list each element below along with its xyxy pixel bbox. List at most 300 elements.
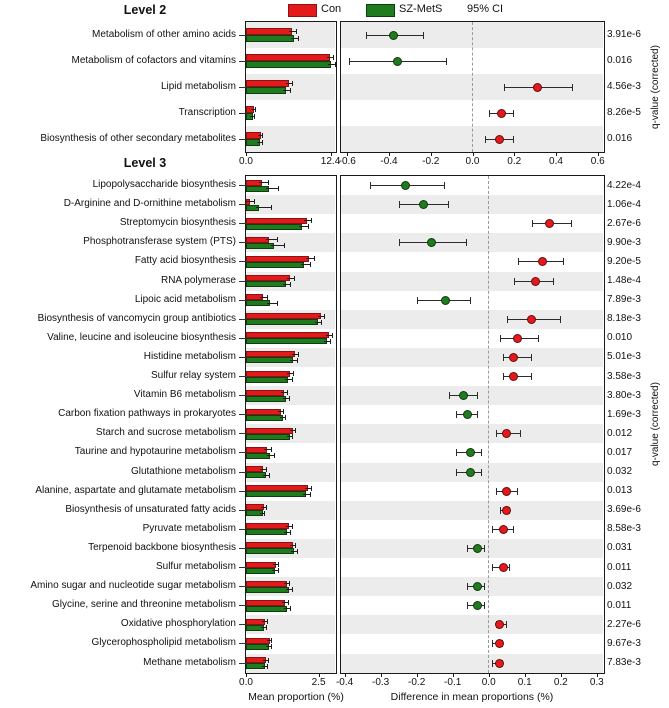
ci-cap-right (513, 526, 514, 533)
diff-axis-tick-label: 0.6 (590, 156, 605, 167)
row-axis-tick (239, 663, 246, 664)
row-label: Starch and sucrose metabolism (95, 427, 236, 439)
sd-whisker (256, 207, 271, 208)
q-value: 0.013 (607, 485, 633, 497)
sd-whisker-cap (289, 581, 290, 586)
row-label: Lipoic acid metabolism (134, 293, 236, 305)
ci-cap-left (489, 110, 490, 117)
row-label: Lipid metabolism (160, 80, 236, 92)
row-label: Oxidative phosphorylation (120, 618, 236, 630)
ci-cap-left (467, 545, 468, 552)
ci-cap-left (485, 136, 486, 143)
ci-cap-left (514, 278, 515, 285)
sd-whisker-cap (298, 352, 299, 357)
q-value: 1.06e-4 (607, 198, 641, 210)
ci-cap-right (531, 354, 532, 361)
q-value: 0.011 (607, 561, 632, 573)
ci-cap-right (470, 297, 471, 304)
row-stripe (341, 615, 603, 634)
diff-axis-tick-label: -0.6 (338, 156, 356, 167)
sd-whisker-cap (335, 62, 336, 67)
row-axis-tick (239, 61, 246, 62)
row-axis-tick (239, 261, 246, 262)
row-label: Sulfur metabolism (155, 561, 236, 573)
sd-whisker (266, 239, 277, 240)
ci-cap-left (449, 392, 450, 399)
ci-cap-right (446, 58, 447, 65)
sd-whisker-cap (267, 295, 268, 300)
level3-qvalue-axis-label: q-value (corrected) (650, 382, 661, 467)
sd-whisker-cap (311, 486, 312, 491)
sd-whisker-cap (290, 606, 291, 611)
q-value: 0.011 (607, 599, 632, 611)
sd-whisker-cap (293, 371, 294, 376)
row-label: Biosynthesis of vancomycin group antibiotics (37, 312, 236, 324)
q-value: 7.83e-3 (607, 657, 641, 669)
ci-cap-left (504, 84, 505, 91)
row-axis-tick (239, 338, 246, 339)
diff-dot-szmets (427, 238, 436, 247)
sd-whisker (283, 284, 290, 285)
row-label: Terpenoid backbone biosynthesis (88, 541, 236, 553)
q-value: 8.26e-5 (607, 107, 641, 118)
ci-cap-right (484, 602, 485, 609)
bar-axis-tick-label: 12.4 (320, 156, 341, 167)
sd-whisker-cap (308, 224, 309, 229)
row-label: Taurine and hypotaurine metabolism (74, 446, 236, 458)
sd-whisker-cap (292, 434, 293, 439)
q-value: 0.031 (607, 542, 633, 554)
szmets-bar (246, 319, 318, 325)
q-value: 0.016 (607, 133, 633, 144)
szmets-bar (246, 415, 283, 421)
row-stripe (341, 195, 603, 214)
sd-whisker-cap (290, 282, 291, 287)
sd-whisker-cap (292, 524, 293, 529)
sd-whisker-cap (271, 638, 272, 643)
q-value: 8.18e-3 (607, 313, 641, 325)
sd-whisker (285, 379, 291, 380)
ci-cap-left (518, 258, 519, 265)
ci-cap-right (484, 545, 485, 552)
row-axis-tick (239, 223, 246, 224)
sd-whisker-cap (324, 314, 325, 319)
ci-cap-right (563, 258, 564, 265)
sd-whisker-cap (292, 587, 293, 592)
ci-cap-left (500, 507, 501, 514)
row-axis-tick (239, 319, 246, 320)
q-value: 3.69e-6 (607, 504, 641, 516)
szmets-bar (246, 357, 293, 363)
diff-dot-con (499, 525, 508, 534)
sd-whisker-cap (271, 205, 272, 210)
diff-axis-tick-label: -0.2 (422, 156, 440, 167)
q-value: 4.22e-4 (607, 179, 641, 191)
sd-whisker (301, 264, 310, 265)
sd-whisker-cap (333, 55, 334, 60)
con-bar (246, 28, 292, 35)
q-value: 2.27e-6 (607, 618, 641, 630)
sd-whisker (304, 220, 311, 221)
ci-cap-left (467, 602, 468, 609)
sd-whisker-cap (267, 664, 268, 669)
row-label: Carbon fixation pathways in prokaryotes (58, 408, 236, 420)
sd-whisker-cap (310, 262, 311, 267)
sd-whisker-cap (290, 88, 291, 93)
sd-whisker-cap (274, 453, 275, 458)
ci-cap-right (484, 583, 485, 590)
q-value: 0.032 (607, 580, 633, 592)
q-value: 7.89e-3 (607, 294, 641, 306)
ci-cap-right (520, 430, 521, 437)
sd-whisker-cap (296, 29, 297, 34)
zero-line (472, 22, 473, 152)
sd-whisker-cap (287, 390, 288, 395)
row-label: Metabolism of other amino acids (92, 28, 236, 40)
row-axis-tick (239, 414, 246, 415)
con-bar (246, 54, 330, 61)
ci-cap-left (349, 58, 350, 65)
sd-whisker-cap (266, 467, 267, 472)
q-value: 4.56e-3 (607, 81, 641, 92)
sd-whisker-cap (254, 114, 255, 119)
diff-axis-tick-label: 0.0 (481, 676, 496, 688)
sd-whisker (290, 360, 296, 361)
ci-cap-left (467, 583, 468, 590)
level2-qvalue-axis-label: q-value (corrected) (650, 45, 661, 129)
diff-dot-con (495, 135, 504, 144)
diff-axis-tick-label: -0.1 (444, 676, 462, 688)
ci-cap-right (448, 201, 449, 208)
level3-title: Level 3 (123, 156, 167, 170)
diff-dot-szmets (441, 296, 450, 305)
row-label: Glycerophospholipid metabolism (91, 637, 236, 649)
q-value: 8.58e-3 (607, 523, 641, 535)
row-axis-tick (239, 586, 246, 587)
con-bar (246, 80, 289, 87)
q-value: 3.91e-6 (607, 29, 641, 40)
sd-whisker-cap (294, 276, 295, 281)
diff-dot-szmets (466, 468, 475, 477)
bar-axis-tick-label: 0.0 (239, 156, 253, 167)
row-label: Amino sugar and nucleotide sugar metabolism (30, 580, 236, 592)
szmets-bar (246, 224, 302, 230)
sd-whisker (247, 201, 253, 202)
row-stripe (341, 348, 603, 367)
row-axis-tick (239, 491, 246, 492)
sd-whisker-cap (271, 447, 272, 452)
row-stripe (341, 272, 603, 291)
row-label: Transcription (178, 106, 236, 118)
q-value: 3.58e-3 (607, 370, 641, 382)
diff-dot-szmets (463, 410, 472, 419)
sd-whisker-cap (321, 320, 322, 325)
row-axis-tick (239, 204, 246, 205)
sd-whisker-cap (311, 218, 312, 223)
ci-cap-right (466, 239, 467, 246)
sd-whisker-cap (268, 658, 269, 663)
ci-cap-right (477, 411, 478, 418)
ci-cap-right (531, 373, 532, 380)
sd-whisker-cap (255, 107, 256, 112)
row-stripe (341, 654, 603, 673)
diff-axis-tick-label: 0.0 (465, 156, 480, 167)
diff-dot-szmets (389, 31, 398, 40)
sd-whisker-cap (278, 186, 279, 191)
ci-cap-left (500, 335, 501, 342)
ci-cap-right (560, 316, 561, 323)
row-label: Phosphotransferase system (PTS) (83, 236, 236, 248)
row-axis-tick (239, 395, 246, 396)
diff-axis-tick-label: 0.3 (589, 676, 604, 688)
row-axis-tick (239, 113, 246, 114)
level2-title: Level 2 (123, 3, 167, 17)
q-value: 0.017 (607, 446, 633, 458)
diff-axis-tick-label: -0.3 (372, 676, 390, 688)
row-label: Methane metabolism (143, 656, 236, 668)
q-value: 0.012 (607, 427, 633, 439)
ci-cap-left (370, 182, 371, 189)
sd-whisker-cap (295, 543, 296, 548)
ci-cap-left (492, 564, 493, 571)
diff-axis-tick-label: 0.4 (549, 156, 563, 167)
ci-cap-right (572, 84, 573, 91)
row-axis-tick (239, 139, 246, 140)
diff-axis-tick-label: 0.2 (553, 676, 568, 688)
sd-whisker-cap (297, 358, 298, 363)
ci-cap-left (492, 526, 493, 533)
row-axis-tick (239, 433, 246, 434)
diff-axis-tick-label: -0.4 (380, 156, 398, 167)
sd-whisker-cap (332, 333, 333, 338)
ci-cap-right (538, 335, 539, 342)
sd-whisker (267, 303, 277, 304)
q-value: 9.20e-5 (607, 255, 641, 267)
row-axis-tick (239, 624, 246, 625)
row-label: Sulfur relay system (150, 370, 236, 382)
szmets-bar (246, 35, 294, 42)
row-label: Vitamin B6 metabolism (133, 389, 236, 401)
row-label: Pyruvate metabolism (142, 522, 236, 534)
row-label: Fatty acid biosynthesis (134, 255, 236, 267)
row-label: Valine, leucine and isoleucine biosynthesis (47, 331, 236, 343)
row-label: Alanine, aspartate and glutamate metabolism (35, 484, 236, 496)
ci-cap-left (366, 32, 367, 39)
q-value: 9.67e-3 (607, 637, 641, 649)
q-value: 1.48e-4 (607, 275, 641, 287)
row-label: Metabolism of cofactors and vitamins (71, 54, 236, 66)
sd-whisker-cap (297, 549, 298, 554)
szmets-bar (246, 548, 294, 554)
row-label: Lipopolysaccharide biosynthesis (92, 179, 236, 191)
ci-cap-left (417, 297, 418, 304)
row-axis-tick (239, 472, 246, 473)
bar-axis-tick-label: 0.0 (239, 676, 253, 688)
row-axis-tick (239, 529, 246, 530)
q-value: 0.016 (607, 55, 633, 66)
sd-whisker (259, 182, 268, 183)
row-axis-tick (239, 643, 246, 644)
legend-ci-label: 95% CI (467, 3, 504, 15)
row-stripe (341, 424, 603, 443)
row-stripe (341, 310, 603, 329)
row-axis-tick (239, 357, 246, 358)
q-value: 5.01e-3 (607, 351, 641, 363)
ci-cap-right (513, 136, 514, 143)
diff-dot-con (533, 83, 542, 92)
ci-cap-left (503, 373, 504, 380)
sd-whisker-cap (266, 505, 267, 510)
ci-cap-left (456, 469, 457, 476)
ci-cap-right (517, 488, 518, 495)
diff-axis-tick-label: -0.2 (408, 676, 426, 688)
row-axis-tick (239, 35, 246, 36)
ci-cap-right (571, 220, 572, 227)
szmets-bar (246, 568, 275, 574)
sd-whisker-cap (284, 243, 285, 248)
row-stripe (246, 195, 335, 214)
diff-dot-con (497, 109, 506, 118)
diff-dot-con (502, 487, 511, 496)
sd-whisker-cap (278, 562, 279, 567)
ci-cap-right (513, 110, 514, 117)
row-axis-tick (239, 281, 246, 282)
diff-axis-caption: Difference in mean proportions (%) (390, 691, 554, 703)
szmets-bar (246, 243, 274, 249)
sd-whisker-cap (269, 473, 270, 478)
sd-whisker (264, 449, 270, 450)
ci-cap-left (532, 220, 533, 227)
ci-cap-left (399, 239, 400, 246)
row-axis-tick (239, 300, 246, 301)
szmets-bar (246, 606, 287, 612)
sd-whisker-cap (278, 568, 279, 573)
bar-axis-caption: Mean proportion (%) (248, 691, 344, 703)
sd-whisker-cap (262, 133, 263, 138)
szmets-bar (246, 87, 286, 94)
szmets-bar (246, 281, 286, 287)
q-value: 9.90e-3 (607, 236, 641, 248)
diff-dot-szmets (393, 57, 402, 66)
sd-whisker (260, 297, 267, 298)
row-axis-tick (239, 452, 246, 453)
row-axis-tick (239, 185, 246, 186)
sd-whisker-cap (271, 644, 272, 649)
diff-dot-con (502, 506, 511, 515)
sd-whisker-cap (262, 140, 263, 145)
row-label: Histidine metabolism (143, 350, 236, 362)
legend-szmets-label: SZ-MetS (399, 3, 443, 15)
diff-dot-con (531, 277, 540, 286)
sd-whisker-cap (264, 511, 265, 516)
ci-cap-left (456, 411, 457, 418)
szmets-bar (246, 377, 288, 383)
szmets-bar (246, 587, 289, 593)
ci-cap-left (492, 640, 493, 647)
row-axis-tick (239, 376, 246, 377)
sd-whisker-cap (277, 301, 278, 306)
sd-whisker-cap (288, 600, 289, 605)
sd-whisker-cap (295, 428, 296, 433)
row-label: Glycine, serine and threonine metabolism (52, 599, 236, 611)
q-value: 3.80e-3 (607, 389, 641, 401)
sd-whisker (266, 188, 278, 189)
ci-cap-right (481, 469, 482, 476)
sd-whisker (306, 258, 313, 259)
sd-whisker-cap (254, 199, 255, 204)
row-label: RNA polymerase (160, 274, 236, 286)
sd-whisker-cap (314, 256, 315, 261)
diff-dot-con (499, 563, 508, 572)
sd-whisker (267, 455, 274, 456)
ci-cap-right (477, 392, 478, 399)
row-label: Biosynthesis of other secondary metabolites (40, 132, 236, 144)
sd-whisker-cap (290, 530, 291, 535)
ci-cap-right (509, 564, 510, 571)
legend-con-label: Con (321, 3, 342, 15)
row-label: Glutathione metabolism (130, 465, 236, 477)
q-value: 1.69e-3 (607, 408, 641, 420)
ci-cap-right (506, 621, 507, 628)
row-stripe (341, 233, 603, 252)
row-stripe (341, 501, 603, 520)
sd-whisker-cap (330, 339, 331, 344)
sd-whisker-cap (285, 415, 286, 420)
row-axis-tick (239, 242, 246, 243)
ci-cap-left (507, 316, 508, 323)
ci-cap-left (496, 430, 497, 437)
szmets-bar (246, 338, 327, 344)
sd-whisker-cap (292, 377, 293, 382)
sd-whisker (271, 245, 284, 246)
q-value: 0.032 (607, 466, 633, 478)
row-axis-tick (239, 510, 246, 511)
diff-axis-tick-label: -0.4 (335, 676, 354, 688)
row-label: Biosynthesis of unsaturated fatty acids (65, 503, 236, 515)
sd-whisker (287, 278, 293, 279)
sd-whisker (299, 226, 308, 227)
ci-cap-right (553, 278, 554, 285)
szmets-bar (246, 61, 331, 68)
sd-whisker-cap (277, 237, 278, 242)
ci-cap-left (399, 201, 400, 208)
sd-whisker-cap (310, 492, 311, 497)
sd-whisker-cap (292, 81, 293, 86)
row-axis-tick (239, 567, 246, 568)
sd-whisker-cap (289, 396, 290, 401)
ci-cap-right (481, 449, 482, 456)
row-label: D-Arginine and D-ornithine metabolism (63, 198, 236, 210)
row-label: Streptomycin biosynthesis (119, 217, 236, 229)
q-value: 0.010 (607, 332, 633, 344)
row-axis-tick (239, 548, 246, 549)
szmets-bar (246, 491, 306, 497)
sd-whisker-cap (268, 180, 269, 185)
szmets-bar (246, 529, 287, 535)
sd-whisker-cap (266, 625, 267, 630)
diff-dot-con (513, 334, 522, 343)
row-axis-tick (239, 605, 246, 606)
sd-whisker (291, 38, 298, 39)
diff-dot-con (495, 659, 504, 668)
zero-line (488, 176, 489, 673)
sd-whisker-cap (283, 409, 284, 414)
diff-axis-tick-label: 0.2 (507, 156, 522, 167)
szmets-bar (246, 434, 290, 440)
bar-axis-tick-label: 2.5 (311, 676, 326, 688)
sd-whisker (303, 494, 309, 495)
q-value: 2.67e-6 (607, 217, 641, 229)
